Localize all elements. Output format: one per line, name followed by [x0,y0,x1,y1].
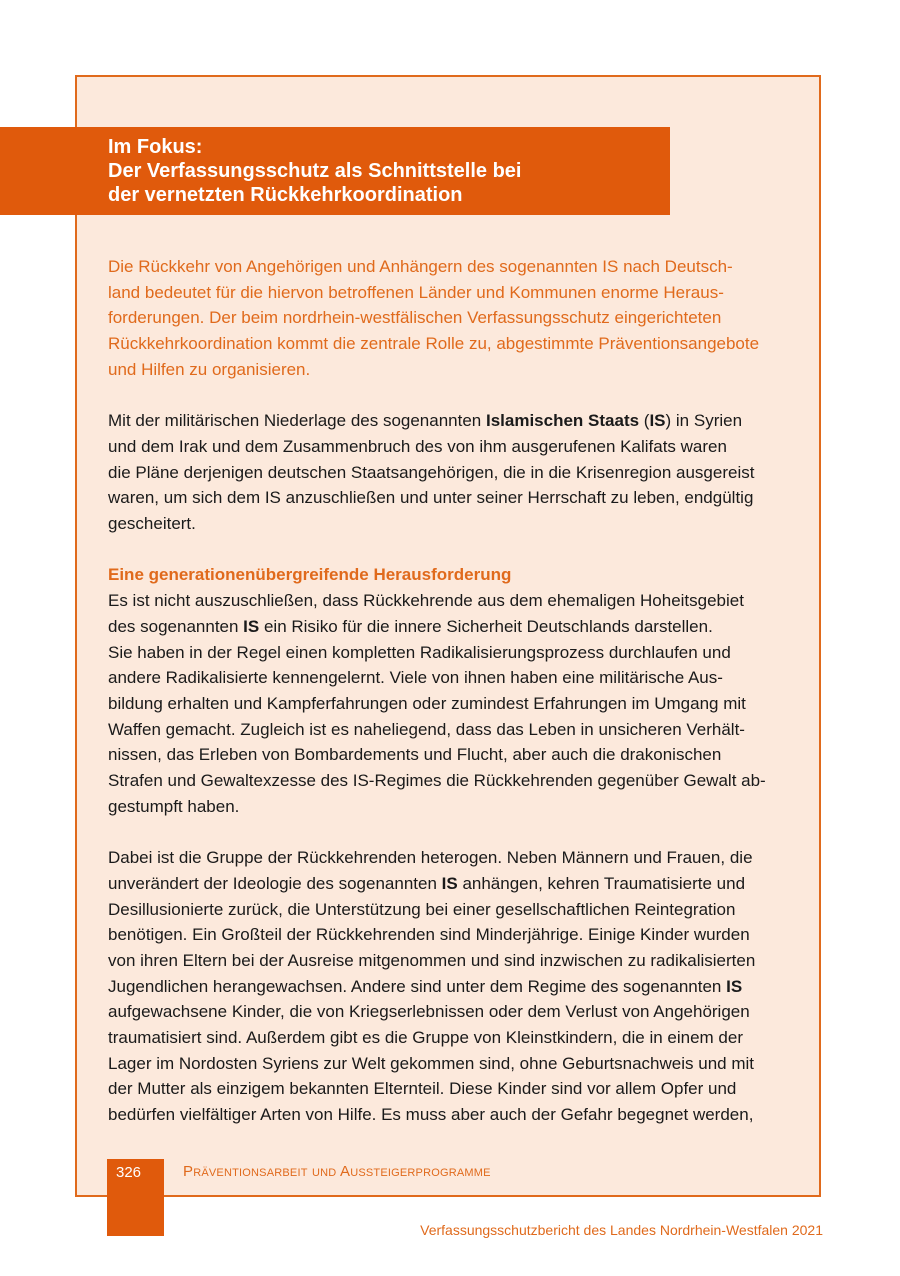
paragraph-line: Strafen und Gewaltexzesse des IS-Regimes die Rückkehrenden gegenüber Gewalt ab- [108,771,766,791]
article-body [108,254,798,1128]
paragraph-line: die Pläne derjenigen deutschen Staatsangehörigen, die in die Krisenregion ausgereist [108,462,755,482]
text-run: ) in Syrien [665,411,743,431]
intro-line: Rückkehrkoordination kommt die zentrale Rolle zu, abgestimmte Präventionsangebote [108,334,760,354]
paragraph-line: Sie haben in der Regel einen kompletten Radikalisierungsprozess durchlaufen und [108,642,731,662]
paragraph-2 [108,588,798,819]
page-number: 326 [116,1164,142,1181]
paragraph-line: benötigen. Ein Großteil der Rückkehrenden sind Minderjährige. Einige Kinder wurden [108,925,750,945]
paragraph-line: bildung erhalten und Kampferfahrungen oder zumindest Erfahrungen im Umgang mit [108,693,746,713]
paragraph-line: Waffen gemacht. Zugleich ist es naheliegend, dass das Leben in unsicheren Verhält- [108,719,745,739]
paragraph-line: Lager im Nordosten Syriens zur Welt gekommen sind, ohne Geburtsnachweis und mit [108,1053,754,1073]
focus-header-banner [0,127,670,215]
paragraph-line: nissen, das Erleben von Bombardements und Flucht, aber auch die drakonischen [108,745,722,765]
running-section-title: Präventionsarbeit und Aussteigerprogramme [183,1163,491,1180]
bold-term: IS [441,873,458,893]
text-run: unverändert der Ideologie des sogenannten [108,873,442,893]
text-run: ( [639,411,650,431]
paragraph-line: der Mutter als einzigem bekannten Elternteil. Diese Kinder sind vor allem Opfer und [108,1079,737,1099]
bold-term: IS [649,411,666,431]
bold-term: Islamischen Staats [485,411,640,431]
paragraph-line: und dem Irak und dem Zusammenbruch des von ihm ausgerufenen Kalifats waren [108,436,727,456]
paragraph-line: gescheitert. [108,514,196,534]
bold-term: IS [726,976,743,996]
paragraph-1 [108,408,798,537]
text-run: ein Risiko für die innere Sicherheit Deutschlands darstellen. [259,616,713,636]
paragraph-line [108,408,798,434]
report-title-footer: Verfassungsschutzbericht des Landes Nordrhein-Westfalen 2021 [420,1222,823,1238]
bold-term: IS [243,616,260,636]
paragraph-line: gestumpft haben. [108,796,240,816]
paragraph-line: Desillusionierte zurück, die Unterstützung bei einer gesellschaftlichen Reintegration [108,899,736,919]
text-run: des sogenannten [108,616,244,636]
intro-line: land bedeutet für die hiervon betroffenen Länder und Kommunen enorme Heraus- [108,282,724,302]
focus-title-line-2: der vernetzten Rückkehrkoordination [108,184,463,206]
page-number-tab [107,1159,164,1236]
paragraph-line [108,974,798,1000]
paragraph-line: Dabei ist die Gruppe der Rückkehrenden heterogen. Neben Männern und Frauen, die [108,848,753,868]
paragraph-line: von ihren Eltern bei der Ausreise mitgenommen und sind inzwischen zu radikalisierten [108,950,756,970]
text-run: Jugendlichen herangewachsen. Andere sind unter dem Regime des sogenannten [108,976,727,996]
intro-line: und Hilfen zu organisieren. [108,359,311,379]
paragraph-line: Es ist nicht auszuschließen, dass Rückkehrende aus dem ehemaligen Hoheitsgebiet [108,591,744,611]
intro-line: forderungen. Der beim nordrhein-westfälischen Verfassungsschutz eingerichteten [108,308,722,328]
paragraph-line: bedürfen vielfältiger Arten von Hilfe. Es muss aber auch der Gefahr begegnet werden, [108,1105,754,1125]
paragraph-line: waren, um sich dem IS anzuschließen und unter seiner Herrschaft zu leben, endgültig [108,488,754,508]
paragraph-line: aufgewachsene Kinder, die von Kriegserlebnissen oder dem Verlust von Angehörigen [108,1002,750,1022]
section-heading: Eine generationenübergreifende Herausforderung [108,565,512,585]
text-run: Mit der militärischen Niederlage des sogenannten [108,411,486,431]
paragraph-line [108,871,798,897]
focus-label: Im Fokus: [108,136,203,158]
paragraph-line [108,614,798,640]
focus-title-line-1: Der Verfassungsschutz als Schnittstelle bei [108,160,522,182]
paragraph-line: traumatisiert sind. Außerdem gibt es die Gruppe von Kleinstkindern, die in einem der [108,1028,743,1048]
intro-line: Die Rückkehr von Angehörigen und Anhängern des sogenannten IS nach Deutsch- [108,257,733,276]
intro-paragraph [108,254,798,383]
text-run: anhängen, kehren Traumatisierte und [457,873,746,893]
paragraph-3 [108,845,798,1128]
paragraph-line: andere Radikalisierte kennengelernt. Viele von ihnen haben eine militärische Aus- [108,668,723,688]
